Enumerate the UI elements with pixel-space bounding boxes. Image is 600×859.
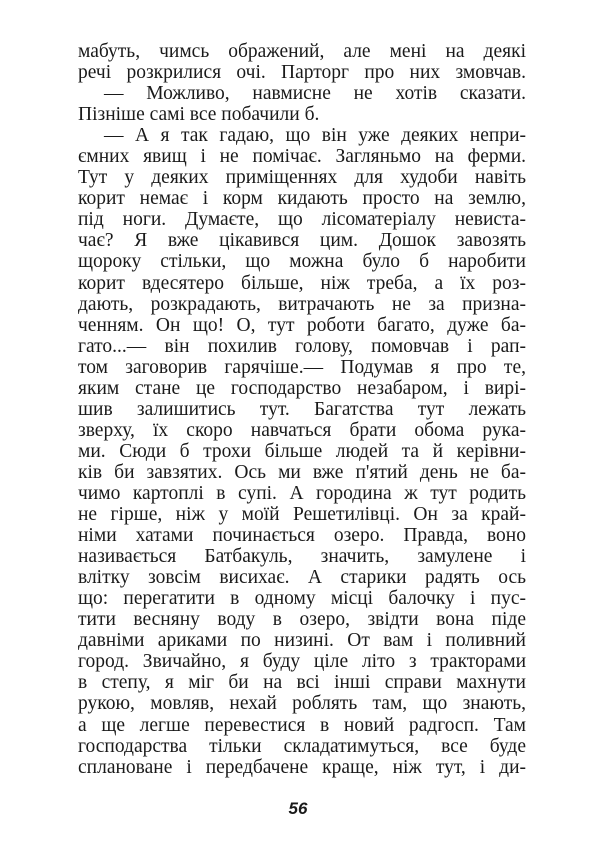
text-line: Тут у деяких приміщеннях для худоби навіть: [78, 167, 526, 189]
text-line: дають, розкрадають, витрачають не за призна-: [78, 293, 526, 315]
text-line: ми. Сюди б трохи більше людей та й керівни-: [78, 440, 526, 462]
text-line: чимо картоплі в супі. А городина ж тут родить: [78, 482, 526, 504]
text-line: під ноги. Думаєте, що лісоматеріалу невиста-: [78, 209, 526, 231]
text-line: не гірше, ніж у моїй Решетилівці. Он за край-: [78, 504, 526, 526]
text-line: — Можливо, навмисне не хотів сказати.: [104, 83, 526, 105]
text-line: город. Звичайно, я буду ціле літо з тракторами: [78, 651, 526, 673]
text-line: чає? Я вже цікавився цим. Дошок завозять: [78, 230, 526, 252]
text-line: німи хатами починається озеро. Правда, воно: [78, 525, 526, 547]
text-line: — А я так гадаю, що він уже деяких непри-: [104, 125, 526, 147]
text-line: гато...— він похилив голову, помовчав і рап-: [78, 335, 526, 357]
text-line: а ще легше перевестися в новий радгосп. Там: [78, 714, 526, 736]
text-line: речі розкрилися очі. Парторг про них змовчав.: [78, 62, 526, 84]
text-line: тити весняну воду в озеро, звідти вона піде: [78, 609, 526, 631]
text-line: давніми ариками по низині. От вам і поливний: [78, 630, 526, 652]
text-line: в степу, я міг би на всі інші справи махнути: [78, 672, 526, 694]
text-line: зверху, їх скоро навчаться брати обома рука-: [78, 419, 526, 441]
body-text: [78, 41, 526, 778]
text-line: том заговорив гарячіше.— Подумав я про те,: [78, 356, 526, 378]
text-line: ків би завзятих. Ось ми вже п'ятий день не ба-: [78, 461, 526, 483]
text-line: сплановане і передбачене краще, ніж тут, і ди-: [78, 756, 526, 778]
text-line: що: перегатити в одному місці балочку і пус-: [78, 588, 526, 610]
text-line: щороку стільки, що можна було б наробити: [78, 251, 526, 273]
text-line: господарства тільки складатимуться, все буде: [78, 735, 526, 757]
text-line: ченням. Он що! О, тут роботи багато, дуже ба-: [78, 314, 526, 336]
text-line: корит вдесятеро більше, ніж треба, а їх роз-: [78, 272, 526, 294]
text-line: рукою, мовляв, нехай роблять там, що знають,: [78, 693, 526, 715]
text-line: ємних явищ і не помічає. Загляньмо на ферми.: [78, 146, 526, 168]
text-line: корит немає і корм кидають просто на землю,: [78, 188, 526, 210]
text-line: шив залишитись тут. Багатства тут лежать: [78, 398, 526, 420]
text-line: називається Батбакуль, значить, замулене і: [78, 546, 526, 568]
text-line: яким стане це господарство незабаром, і вирі-: [78, 377, 526, 399]
text-line: Пізніше самі все побачили б.: [78, 104, 320, 126]
text-line: влітку зовсім висихає. А старики радять ось: [78, 567, 526, 589]
text-line: мабуть, чимсь ображений, але мені на деякі: [78, 41, 526, 62]
page-number: 56: [288, 799, 308, 818]
